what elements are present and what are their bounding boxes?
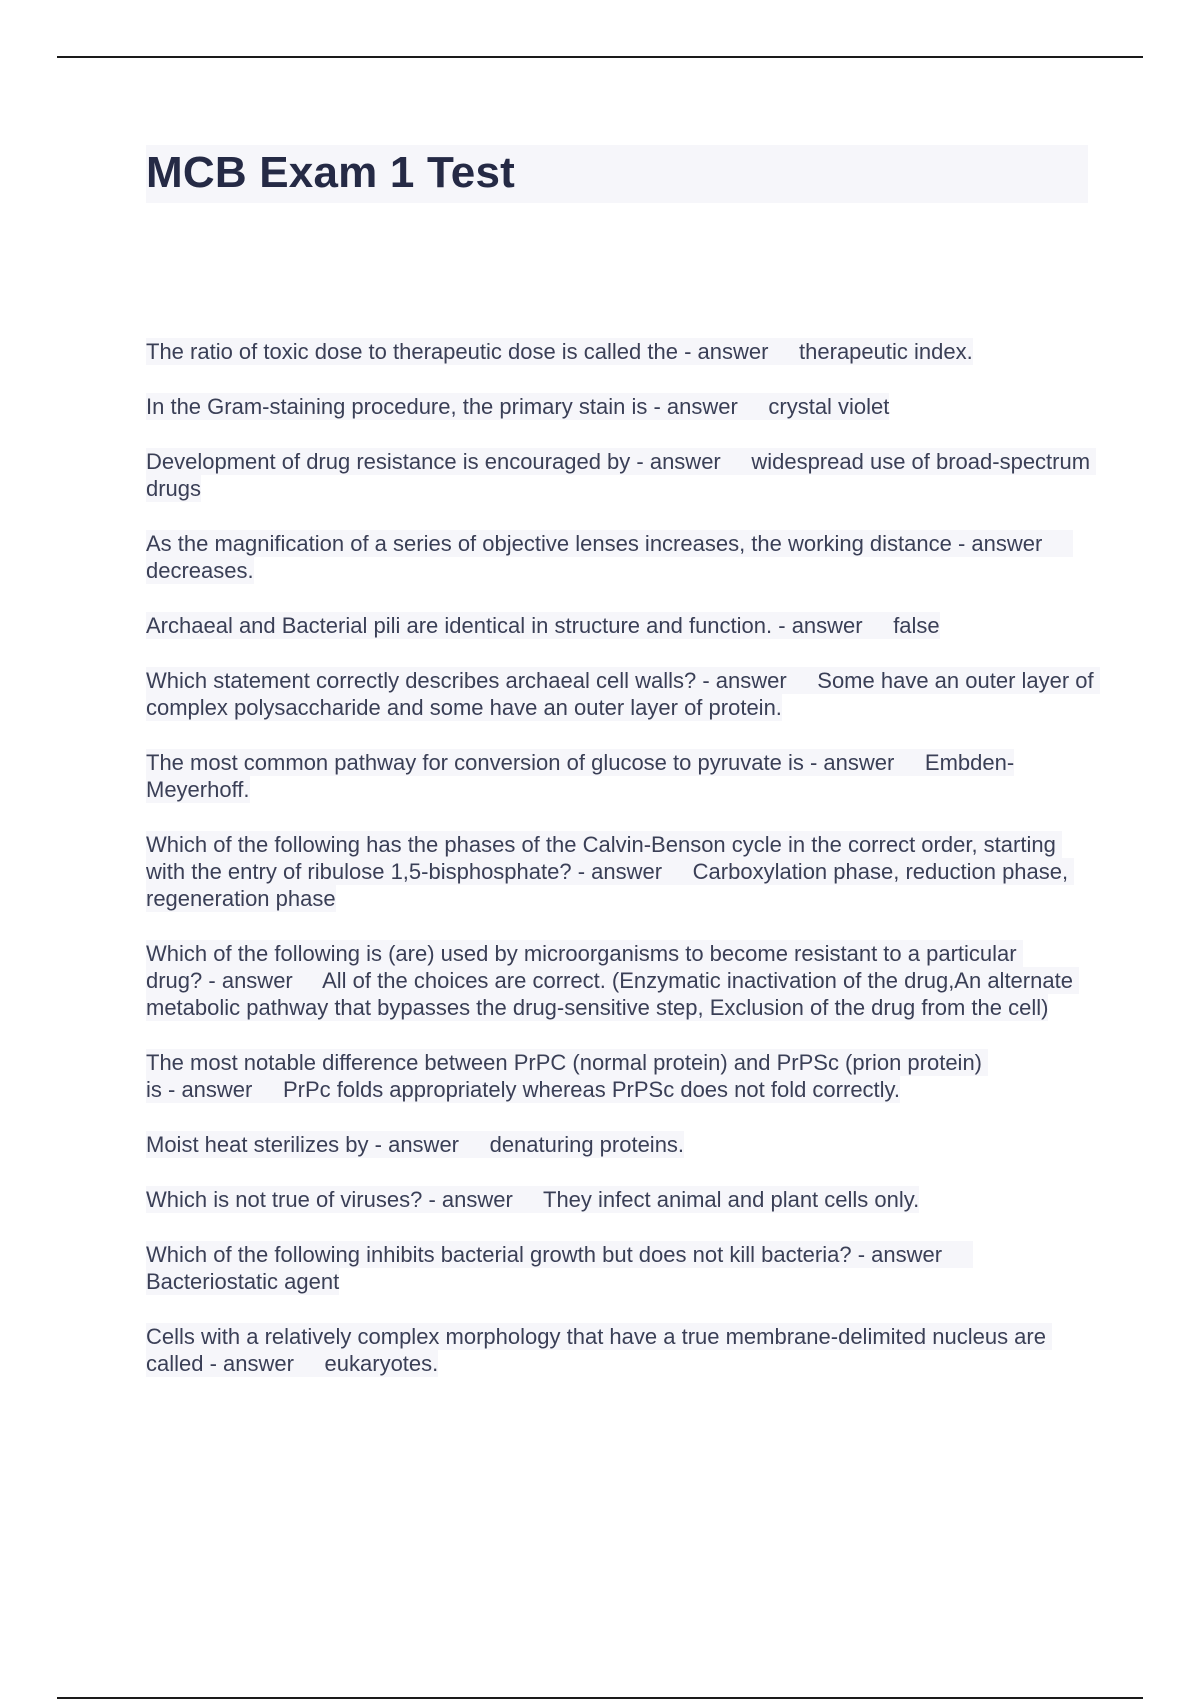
- answer-separator: - answer: [851, 1242, 949, 1267]
- answer-separator: - answer: [951, 531, 1049, 556]
- answer-text: Bacteriostatic agent: [146, 1269, 340, 1294]
- answer-separator: - answer: [368, 1132, 466, 1157]
- question-text: Which of the following inhibits bacterial growth but does not kill bacteria?: [146, 1242, 852, 1267]
- answer-text: decreases.: [146, 558, 254, 583]
- qa-item: [146, 612, 1096, 639]
- answer-text: They infect animal and plant cells only.: [543, 1187, 920, 1212]
- qa-item: [146, 1131, 1096, 1158]
- qa-item: [146, 1323, 1096, 1377]
- answer-text: All of the choices are correct. (Enzymatic inactivation of the drug,An alternate metabolic pathway that bypasses the drug-sensitive step, Exclusion of the drug from the cell): [146, 968, 1080, 1020]
- qa-item: [146, 338, 1096, 365]
- question-text: As the magnification of a series of objective lenses increases, the working distance: [146, 531, 952, 556]
- top-rule: [57, 56, 1143, 58]
- qa-item: [146, 1049, 1096, 1103]
- qa-item: [146, 1186, 1096, 1213]
- qa-item: [146, 1241, 1096, 1295]
- answer-text: eukaryotes.: [324, 1351, 439, 1376]
- answer-text: Embden-Meyerhoff.: [146, 750, 1015, 802]
- answer-text: crystal violet: [768, 394, 890, 419]
- question-text: Moist heat sterilizes by: [146, 1132, 369, 1157]
- question-text: Which statement correctly describes archaeal cell walls?: [146, 668, 697, 693]
- answer-separator: - answer: [422, 1187, 519, 1212]
- qa-list: [146, 338, 1100, 1405]
- answer-separator: - answer: [202, 968, 299, 993]
- bottom-rule: [57, 1697, 1143, 1699]
- question-text: Development of drug resistance is encouraged by: [146, 449, 631, 474]
- answer-text: widespread use of broad-spectrum drugs: [146, 449, 1097, 501]
- answer-separator: - answer: [161, 1077, 259, 1102]
- answer-text: false: [893, 613, 940, 638]
- answer-separator: - answer: [571, 859, 669, 884]
- question-text: The most common pathway for conversion of glucose to pyruvate is: [146, 750, 804, 775]
- question-text: Archaeal and Bacterial pili are identical in structure and function.: [146, 613, 773, 638]
- qa-item: [146, 667, 1100, 721]
- qa-item: [146, 749, 1096, 803]
- answer-separator: - answer: [647, 394, 744, 419]
- question-text: Which is not true of viruses?: [146, 1187, 423, 1212]
- question-text: Cells with a relatively complex morphology that have a true membrane-delimited nucleus are called: [146, 1324, 1053, 1376]
- question-text: The ratio of toxic dose to therapeutic dose is called the: [146, 339, 678, 364]
- answer-separator: - answer: [803, 750, 901, 775]
- answer-separator: - answer: [677, 339, 775, 364]
- answer-text: Some have an outer layer of complex polysaccharide and some have an outer layer of protein.: [146, 668, 1100, 720]
- qa-item: [146, 393, 1096, 420]
- question-text: In the Gram-staining procedure, the primary stain is: [146, 394, 648, 419]
- answer-separator: - answer: [630, 449, 727, 474]
- answer-text: therapeutic index.: [799, 339, 973, 364]
- answer-separator: - answer: [203, 1351, 301, 1376]
- qa-item: [146, 940, 1096, 1021]
- answer-text: Carboxylation phase, reduction phase, regeneration phase: [146, 859, 1075, 911]
- answer-text: PrPc folds appropriately whereas PrPSc does not fold correctly.: [282, 1077, 901, 1102]
- answer-separator: - answer: [696, 668, 793, 693]
- page-title: MCB Exam 1 Test: [146, 148, 515, 197]
- qa-item: [146, 831, 1096, 912]
- question-text: The most notable difference between PrPC (normal protein) and PrPSc (prion protein) is: [146, 1050, 989, 1102]
- qa-item: [146, 448, 1096, 502]
- question-text: Which of the following is (are) used by microorganisms to become resistant to a particular drug?: [146, 941, 1023, 993]
- qa-item: [146, 530, 1096, 584]
- answer-text: denaturing proteins.: [489, 1132, 685, 1157]
- answer-separator: - answer: [772, 613, 869, 638]
- question-text: Which of the following has the phases of the Calvin-Benson cycle in the correct order, starting with the entry of ribulose 1,5-bisphosphate?: [146, 832, 1062, 884]
